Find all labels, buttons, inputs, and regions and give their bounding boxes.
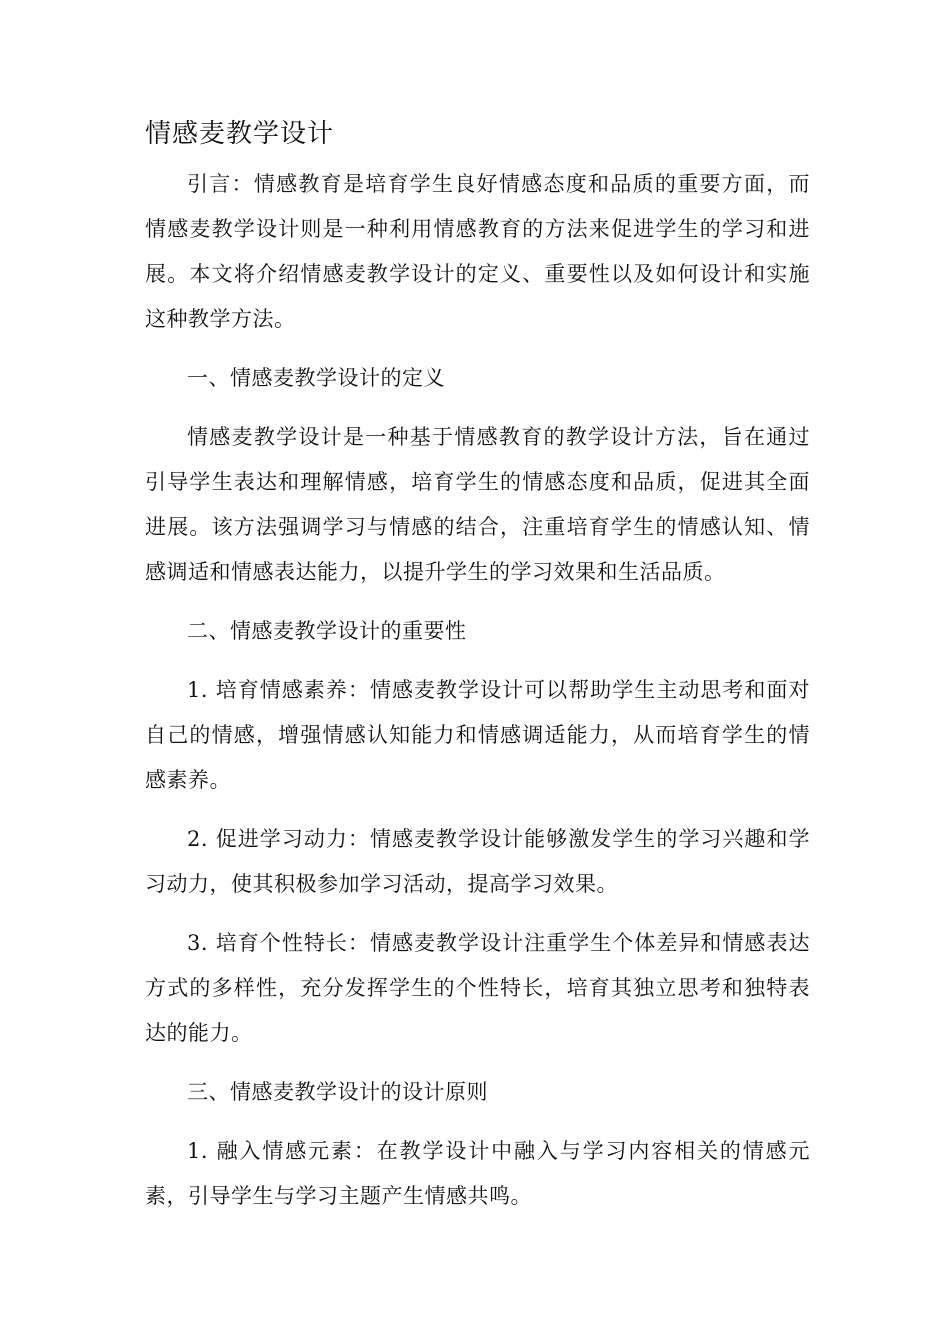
importance-item-1: 1. 培育情感素养：情感麦教学设计可以帮助学生主动思考和面对自己的情感，增强情感认知能力和情感调适能力，从而培育学生的情感素养。 (145, 678, 810, 792)
section-heading-principles: 三、情感麦教学设计的设计原则 (187, 1080, 488, 1104)
importance-item-3: 3. 培育个性特长：情感麦教学设计注重学生个体差异和情感表达方式的多样性，充分发挥学生的个性特长，培育其独立思考和独特表达的能力。 (145, 931, 810, 1045)
section-heading-definition: 一、情感麦教学设计的定义 (187, 366, 445, 390)
document-page (145, 112, 810, 1233)
importance-item-2: 2. 促进学习动力：情感麦教学设计能够激发学生的学习兴趣和学习动力，使其积极参加学习活动，提高学习效果。 (145, 827, 810, 896)
intro-paragraph: 引言：情感教育是培育学生良好情感态度和品质的重要方面，而情感麦教学设计则是一种利用情感教育的方法来促进学生的学习和进展。本文将介绍情感麦教学设计的定义、重要性以及如何设计和实施这种教学方法。 (145, 172, 810, 331)
definition-paragraph: 情感麦教学设计是一种基于情感教育的教学设计方法，旨在通过引导学生表达和理解情感，培育学生的情感态度和品质，促进其全面进展。该方法强调学习与情感的结合，注重培育学生的情感认知、情感调适和情感表达能力，以提升学生的学习效果和生活品质。 (145, 425, 810, 584)
document-title: 情感麦教学设计 (145, 119, 335, 149)
section-heading-importance: 二、情感麦教学设计的重要性 (187, 619, 467, 643)
principle-item-1: 1. 融入情感元素：在教学设计中融入与学习内容相关的情感元素，引导学生与学习主题产生情感共鸣。 (145, 1139, 810, 1208)
